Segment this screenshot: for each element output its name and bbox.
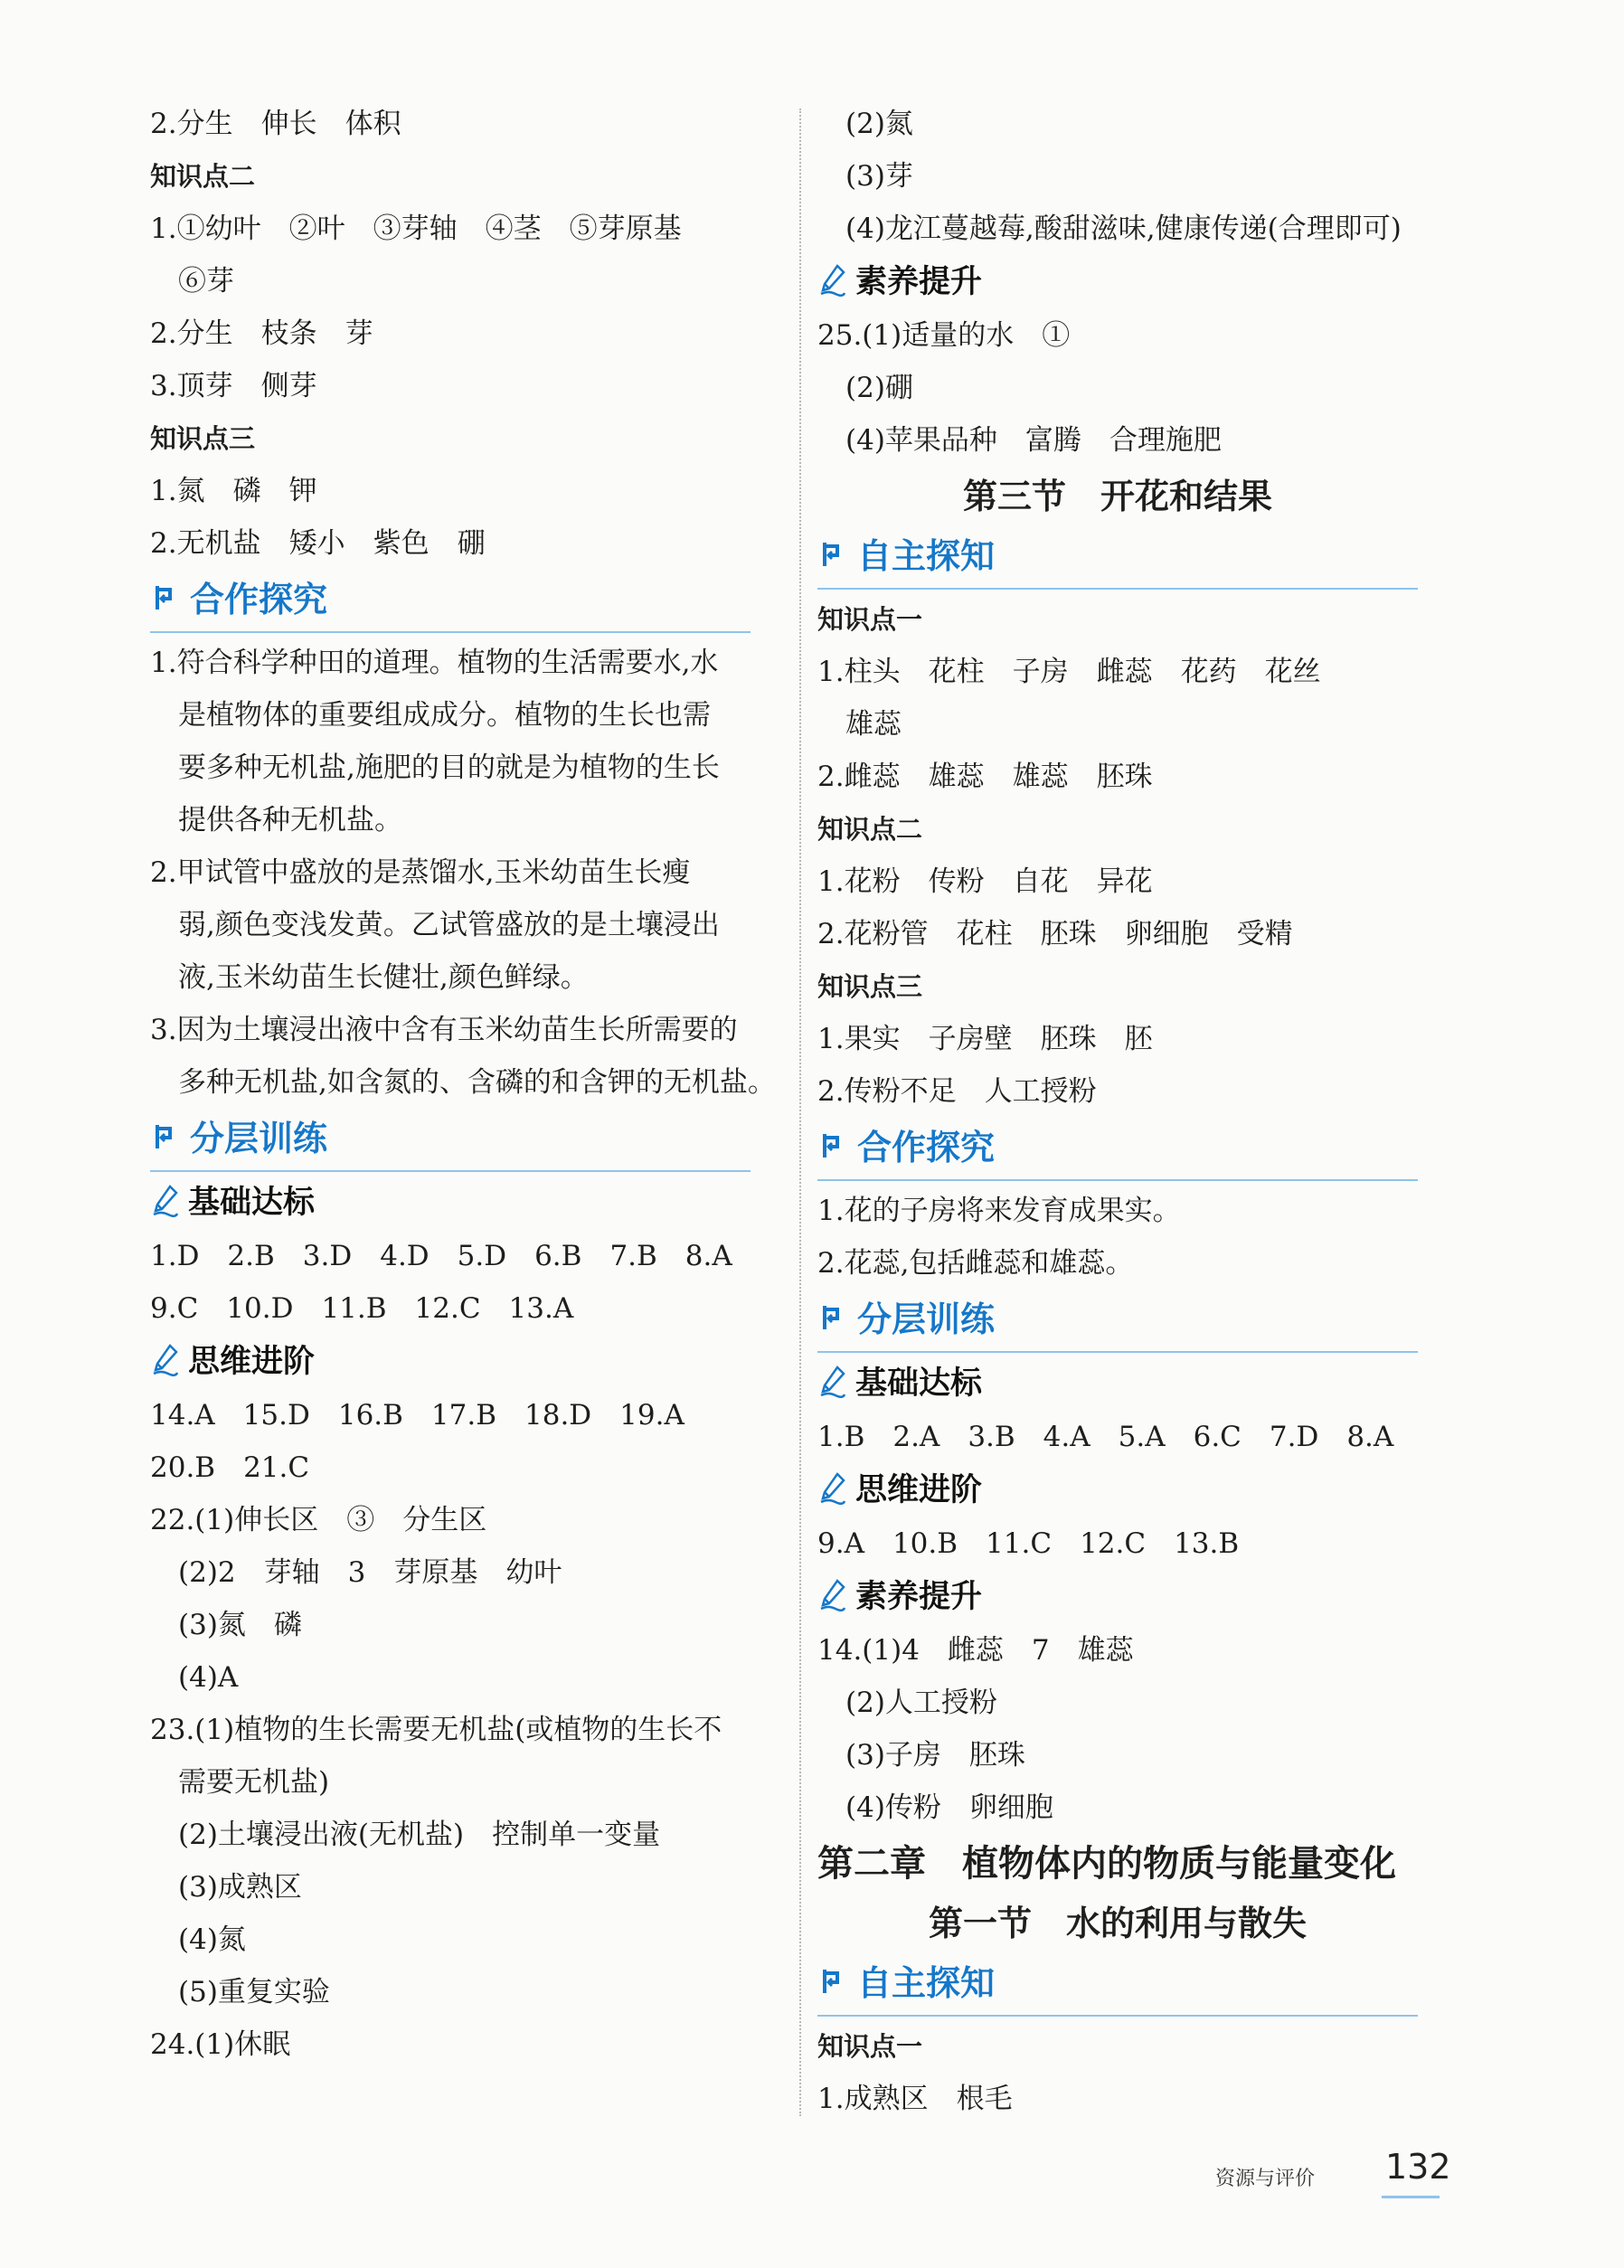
subsection-label: 思维进阶 xyxy=(855,1472,983,1508)
section-header-self-exploration xyxy=(817,1955,1418,2017)
chapter-title: 第二章 植物体内的物质与能量变化 xyxy=(817,1843,1396,1885)
footer-label: 资源与评价 xyxy=(1215,2168,1316,2190)
answer-line: (4)龙江蔓越莓,酸甜滋味,健康传递(合理即可) xyxy=(817,213,1402,245)
answer-line: 22.(1)伸长区 ③ 分生区 xyxy=(150,1504,487,1536)
answer-line: 14.(1)4 雌蕊 7 雄蕊 xyxy=(817,1634,1134,1667)
section-arrow-icon xyxy=(154,1123,177,1150)
section-title: 第一节 水的利用与散失 xyxy=(928,1904,1307,1943)
answer-line: (2)人工授粉 xyxy=(817,1687,997,1719)
pen-icon xyxy=(819,1366,846,1398)
section-arrow-icon xyxy=(821,1304,845,1331)
subsection-label: 思维进阶 xyxy=(188,1344,316,1380)
answer-line: (4)氮 xyxy=(150,1923,246,1956)
section-header-self-exploration xyxy=(817,528,1418,590)
subsection-label: 基础达标 xyxy=(188,1185,316,1221)
section-arrow-icon xyxy=(154,584,177,611)
answer-line: 20.B 21.C xyxy=(150,1451,310,1484)
answer-line: (2)2 芽轴 3 芽原基 幼叶 xyxy=(150,1556,562,1589)
subsection-literacy xyxy=(817,255,1450,309)
answer-line: 3.顶芽 侧芽 xyxy=(150,370,317,402)
left-column xyxy=(150,98,783,2071)
section-label: 自主探知 xyxy=(857,536,996,576)
answer-line: 1.①幼叶 ②叶 ③芽轴 ④茎 ⑤芽原基 xyxy=(150,213,682,245)
knowledge-point-heading: 知识点三 xyxy=(817,971,923,1002)
answer-line: 2.无机盐 矮小 紫色 硼 xyxy=(150,527,486,560)
answer-line: (2)氮 xyxy=(817,108,913,140)
answer-line: 1.氮 磷 钾 xyxy=(150,475,317,507)
subsection-label: 基础达标 xyxy=(855,1366,983,1402)
answer-line: 2.雌蕊 雄蕊 雄蕊 胚珠 xyxy=(817,761,1153,793)
answer-line: 9.A 10.B 11.C 12.C 13.B xyxy=(817,1527,1240,1560)
subsection-literacy xyxy=(817,1570,1450,1624)
section-label: 合作探究 xyxy=(190,580,328,619)
pen-icon xyxy=(152,1185,179,1217)
column-divider xyxy=(799,109,801,2116)
subsection-basic xyxy=(817,1356,1450,1411)
answer-line: (2)硼 xyxy=(817,372,913,404)
subsection-thinking xyxy=(150,1335,783,1389)
pen-icon xyxy=(819,1472,846,1505)
answer-line: 1.花的子房将来发育成果实。 xyxy=(817,1195,1181,1227)
section-header-cooperation xyxy=(150,572,751,633)
knowledge-point-heading: 知识点一 xyxy=(817,604,923,635)
answer-line: 1.柱头 花柱 子房 雌蕊 花药 花丝 xyxy=(817,656,1321,688)
answer-line: 23.(1)植物的生长需要无机盐(或植物的生长不 xyxy=(150,1714,722,1746)
answer-line: 1.D 2.B 3.D 4.D 5.D 6.B 7.B 8.A xyxy=(150,1240,732,1272)
answer-line: 2.花蕊,包括雌蕊和雄蕊。 xyxy=(817,1247,1134,1280)
subsection-label: 素养提升 xyxy=(855,264,983,300)
footer-rule xyxy=(1382,2196,1440,2198)
section-label: 分层训练 xyxy=(857,1299,996,1339)
answer-line: 1.花粉 传粉 自花 异花 xyxy=(817,865,1153,898)
section-arrow-icon xyxy=(821,1132,845,1159)
subsection-basic xyxy=(150,1176,783,1230)
answer-line: 需要无机盐) xyxy=(150,1766,330,1799)
answer-line: 2.花粉管 花柱 胚珠 卵细胞 受精 xyxy=(817,918,1293,950)
section-header-layered-training xyxy=(817,1291,1418,1353)
pen-icon xyxy=(819,1579,846,1611)
pen-icon xyxy=(152,1344,179,1376)
section-label: 合作探究 xyxy=(857,1128,996,1167)
knowledge-point-heading: 知识点一 xyxy=(817,2031,923,2062)
page-number: 132 xyxy=(1385,2147,1451,2187)
knowledge-point-heading: 知识点二 xyxy=(150,161,256,192)
section-arrow-icon xyxy=(821,541,845,568)
right-column xyxy=(817,98,1450,2125)
answer-line: (3)芽 xyxy=(817,160,913,193)
answer-line: (3)氮 磷 xyxy=(150,1609,302,1641)
answer-line: 雄蕊 xyxy=(817,708,902,741)
answer-line: 1.成熟区 根毛 xyxy=(817,2083,1013,2115)
answer-line: 24.(1)休眠 xyxy=(150,2028,291,2061)
subsection-label: 素养提升 xyxy=(855,1579,983,1615)
answer-line: (3)子房 胚珠 xyxy=(817,1739,1025,1772)
answer-line: (4)苹果品种 富腾 合理施肥 xyxy=(817,424,1222,457)
answer-line: (3)成熟区 xyxy=(150,1871,302,1904)
subsection-thinking xyxy=(817,1463,1450,1517)
answer-line: (4)A xyxy=(150,1661,239,1694)
answer-line: (5)重复实验 xyxy=(150,1976,330,2008)
answer-line: ⑥芽 xyxy=(150,265,234,298)
answer-paragraph: 1.符合科学种田的道理。植物的生活需要水,水 是植物体的重要组成成分。植物的生长也需 要多种无机盐,施肥的目的就是为植物的生长 提供各种无机盐。 xyxy=(150,647,720,836)
answer-line: 2.传粉不足 人工授粉 xyxy=(817,1075,1097,1108)
section-arrow-icon xyxy=(821,1968,845,1995)
answer-line: 2.分生 枝条 芽 xyxy=(150,317,373,350)
answer-line: 1.B 2.A 3.B 4.A 5.A 6.C 7.D 8.A xyxy=(817,1421,1394,1453)
section-header-layered-training xyxy=(150,1110,751,1172)
pen-icon xyxy=(819,264,846,297)
answer-line: 9.C 10.D 11.B 12.C 13.A xyxy=(150,1292,574,1325)
section-label: 分层训练 xyxy=(190,1119,328,1158)
answer-line: 25.(1)适量的水 ① xyxy=(817,319,1071,352)
section-header-cooperation xyxy=(817,1120,1418,1181)
answer-line: 2.分生 伸长 体积 xyxy=(150,108,401,140)
answer-line: 1.果实 子房壁 胚珠 胚 xyxy=(817,1023,1153,1055)
answer-paragraph: 2.甲试管中盛放的是蒸馏水,玉米幼苗生长瘦 弱,颜色变浅发黄。乙试管盛放的是土壤浸出 液,玉米幼苗生长健壮,颜色鲜绿。 xyxy=(150,856,720,994)
answer-line: (2)土壤浸出液(无机盐) 控制单一变量 xyxy=(150,1819,661,1851)
answer-line: 14.A 15.D 16.B 17.B 18.D 19.A xyxy=(150,1399,685,1432)
knowledge-point-heading: 知识点二 xyxy=(817,814,923,845)
knowledge-point-heading: 知识点三 xyxy=(150,423,256,454)
section-title: 第三节 开花和结果 xyxy=(962,477,1272,516)
answer-paragraph: 3.因为土壤浸出液中含有玉米幼苗生长所需要的 多种无机盐,如含氮的、含磷的和含钾的无机盐。 xyxy=(150,1014,776,1099)
section-label: 自主探知 xyxy=(857,1963,996,2003)
answer-line: (4)传粉 卵细胞 xyxy=(817,1791,1053,1824)
